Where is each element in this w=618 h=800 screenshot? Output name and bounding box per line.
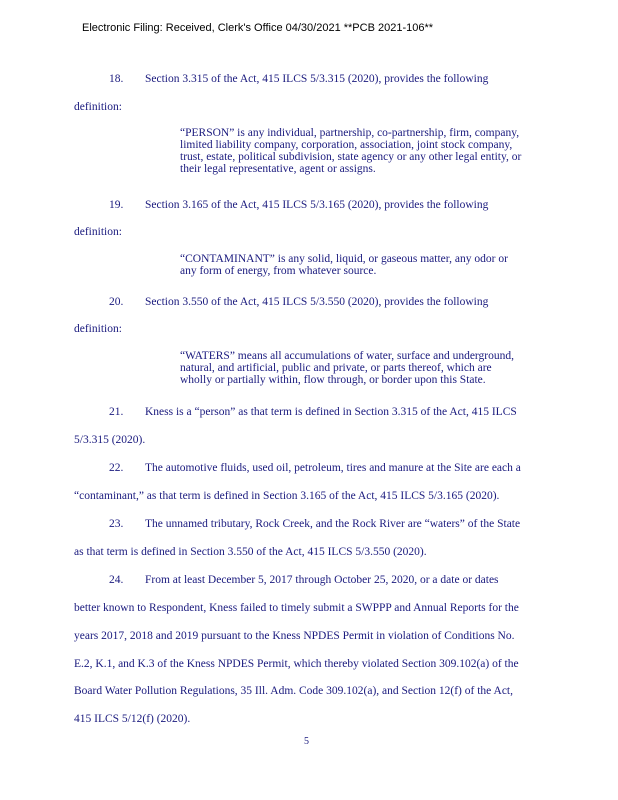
paragraph-line: Section 3.550 of the Act, 415 ILCS 5/3.550 (2020), provides the following	[145, 296, 489, 308]
paragraph-line: definition:	[74, 226, 122, 238]
page-number: 5	[304, 736, 309, 747]
definition-quote-waters	[180, 350, 590, 386]
paragraph-line: definition:	[74, 101, 122, 113]
paragraph-line: Section 3.315 of the Act, 415 ILCS 5/3.315 (2020), provides the following	[145, 73, 489, 85]
filing-header: Electronic Filing: Received, Clerk's Office 04/30/2021 **PCB 2021-106**	[82, 22, 434, 34]
quote-line: “PERSON” is any individual, partnership, co-partnership, firm, company,	[180, 127, 520, 139]
paragraph-line: Kness is a “person” as that term is defined in Section 3.315 of the Act, 415 ILCS	[145, 406, 517, 418]
quote-line: any form of energy, from whatever source.	[180, 265, 377, 277]
definition-quote-person	[180, 127, 590, 175]
paragraph-line: as that term is defined in Section 3.550 of the Act, 415 ILCS 5/3.550 (2020).	[74, 546, 427, 558]
paragraph-line: 415 ILCS 5/12(f) (2020).	[74, 713, 191, 725]
quote-line: their legal representative, agent or assigns.	[180, 163, 376, 175]
paragraph-number: 19.	[109, 199, 124, 211]
quote-line: wholly or partially within, flow through, or border upon this State.	[180, 374, 486, 386]
paragraph-number: 18.	[109, 73, 124, 85]
paragraph-number: 24.	[109, 574, 124, 586]
quote-line: “WATERS” means all accumulations of water, surface and underground,	[180, 350, 514, 362]
paragraph-line: Board Water Pollution Regulations, 35 Ill. Adm. Code 309.102(a), and Section 12(f) of the Act,	[74, 685, 513, 697]
paragraph-number: 20.	[109, 296, 124, 308]
paragraph-number: 23.	[109, 518, 124, 530]
paragraph-line: Section 3.165 of the Act, 415 ILCS 5/3.165 (2020), provides the following	[145, 199, 489, 211]
paragraph-line: From at least December 5, 2017 through October 25, 2020, or a date or dates	[145, 574, 499, 586]
paragraph-line: “contaminant,” as that term is defined in Section 3.165 of the Act, 415 ILCS 5/3.165 (2020).	[74, 490, 500, 502]
definition-quote-contaminant	[180, 253, 590, 277]
paragraph-line: 5/3.315 (2020).	[74, 434, 146, 446]
quote-line: natural, and artificial, public and private, or parts thereof, which are	[180, 362, 492, 374]
quote-line: trust, estate, political subdivision, state agency or any other legal entity, or	[180, 151, 522, 163]
paragraph-line: The unnamed tributary, Rock Creek, and the Rock River are “waters” of the State	[145, 518, 521, 530]
paragraph-number: 22.	[109, 462, 124, 474]
paragraph-line: The automotive fluids, used oil, petroleum, tires and manure at the Site are each a	[145, 462, 521, 474]
quote-line: limited liability company, corporation, association, joint stock company,	[180, 139, 513, 151]
quote-line: “CONTAMINANT” is any solid, liquid, or gaseous matter, any odor or	[180, 253, 508, 265]
paragraph-number: 21.	[109, 406, 124, 418]
paragraph-line: E.2, K.1, and K.3 of the Kness NPDES Permit, which thereby violated Section 309.102(a) of the	[74, 658, 519, 670]
paragraph-line: definition:	[74, 323, 122, 335]
paragraph-line: better known to Respondent, Kness failed to timely submit a SWPPP and Annual Reports for the	[74, 602, 519, 614]
paragraph-line: years 2017, 2018 and 2019 pursuant to the Kness NPDES Permit in violation of Conditions No.	[74, 630, 515, 642]
